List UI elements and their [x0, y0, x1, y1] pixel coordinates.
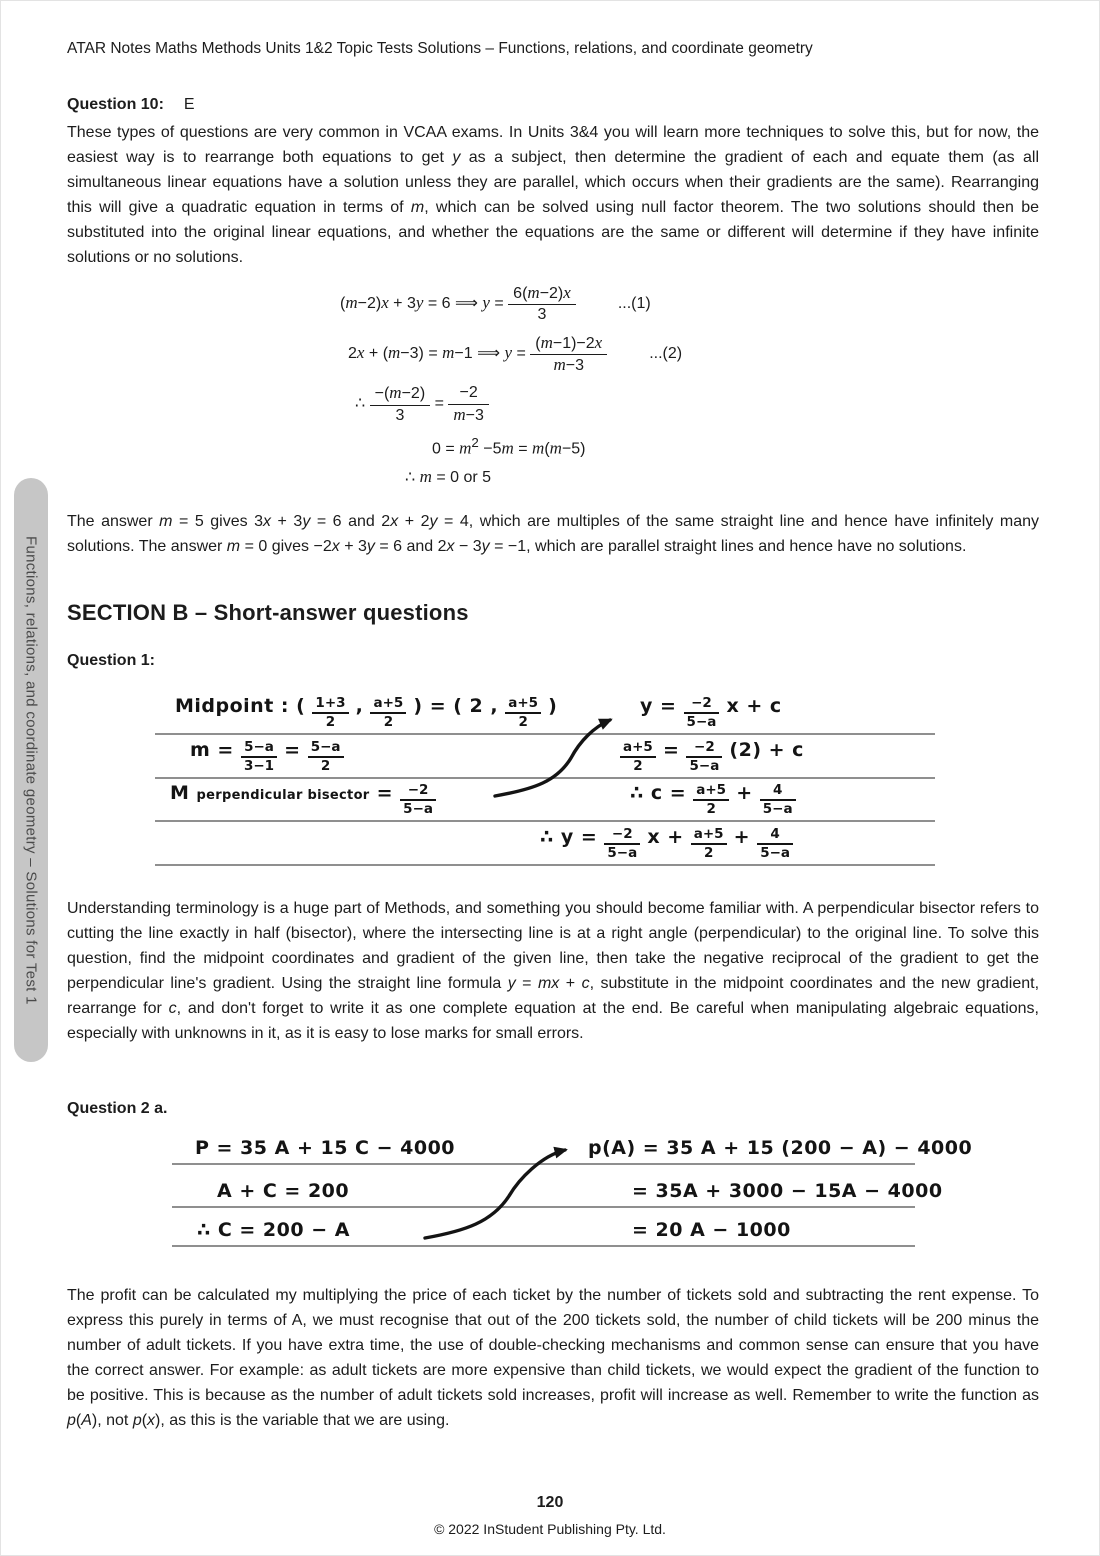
handwritten-child-eq: ∴ C = 200 − A — [197, 1219, 350, 1241]
question10-intro-paragraph: These types of questions are very common in VCAA exams. In Units 3&4 you will learn more techniques to solve this, but for now, the easiest way is to rearrange both equations to get y as a subject, then determine the gradient of each and equate them (as all simultaneous linear equations have a solution unless they are parallel, which occurs when their gradients are the same). Rearranging this will give a quadratic equation in terms of m, which can be solved using null factor theorem. The two solutions should then be substituted into the original linear equations, and whether the equations are the same or different will determine if they have infinite solutions or no solutions. — [67, 124, 1040, 266]
equation-2-expression: 2x + (m−3) = m−1 ⟹ y = $\frac{(m-1)-2x}{m-3}$ — [348, 345, 607, 362]
handwritten-line4: ∴ y = $\frac{-2}{5-a}$ x + $\frac{a+5}{2}$ + $\frac{4}{5-a}$ — [540, 826, 793, 861]
handwritten-result-eq: = 20 A − 1000 — [632, 1219, 791, 1241]
ruled-line — [172, 1163, 915, 1165]
question1-handwritten-work — [67, 686, 1039, 886]
question2a-handwritten-work — [67, 1118, 1039, 1268]
page-header: ATAR Notes Maths Methods Units 1&2 Topic Tests Solutions – Functions, relations, and coordinate geometry — [67, 40, 813, 57]
question1-label: Question 1: — [67, 652, 156, 669]
equation-line-5: ∴ m = 0 or 5 — [405, 467, 492, 487]
section-b-heading: SECTION B – Short-answer questions — [67, 600, 469, 625]
handwritten-line1: y = $\frac{-2}{5-a}$ x + c — [640, 694, 782, 730]
question1-explanation-paragraph: Understanding terminology is a huge part of Methods, and something you should become familiar with. A perpendicular bisector refers to cutting the line exactly in half (bisector), where the intersecting line is at a right angle (perpendicular) to the original line. To solve this question, find the midpoint coordinates and gradient of the given line, then take the negative reciprocal of the gradient to get the perpendicular line's gradient. Using the straight line formula y = mx + c, substitute in the midpoint coordinates and the new gradient, rearrange for c, and don't forget to write it as one complete equation at the end. Be careful when manipulating algebraic equations, especially with unknowns in it, as it is easy to lose marks for small errors. — [67, 900, 1040, 1042]
equation-line-4: $0 = m^2 -5m = m(m-5)$ — [432, 434, 586, 458]
ruled-line — [155, 733, 935, 735]
chapter-sidebar-label: Functions, relations, and coordinate geometry – Solutions for Test 1 — [22, 535, 40, 1005]
equation-line-3: ∴ $\frac{-(m-2)}{3}$ = $\frac{-2}{m-3}$ — [355, 383, 1039, 425]
handwritten-perp-gradient: M perpendicular bisector = $\frac{-2}{5-a}$ — [170, 782, 436, 817]
copyright-text: © 2022 InStudent Publishing Pty. Ltd. — [434, 1521, 666, 1537]
equation-line-2 — [348, 333, 1039, 376]
ruled-line — [155, 777, 935, 779]
ruled-line — [155, 864, 935, 866]
question2a-label: Question 2 a. — [67, 1100, 168, 1117]
ruled-line — [172, 1245, 915, 1247]
handwritten-line3: ∴ c = $\frac{a+5}{2}$ + $\frac{4}{5-a}$ — [630, 782, 796, 817]
question10-label-text: Question 10: — [67, 96, 164, 113]
handwritten-line2: $\frac{a+5}{2}$ = $\frac{-2}{5-a}$ (2) + c — [620, 739, 804, 774]
question10-label — [67, 96, 195, 114]
equation-1-expression: (m−2)x + 3y = 6 ⟹ y = $\frac{6(m-2)x}{3}$ — [340, 295, 576, 312]
handwritten-expand-eq: = 35A + 3000 − 15A − 4000 — [632, 1180, 943, 1202]
handwritten-midpoint: Midpoint : ( $\frac{1+3}{2}$ , $\frac{a+5}{2}$ ) = ( 2 , $\frac{a+5}{2}$ ) — [175, 694, 558, 730]
handwritten-total-eq: A + C = 200 — [217, 1180, 350, 1202]
ruled-line — [155, 820, 935, 822]
page-number: 120 — [536, 1494, 564, 1511]
handwritten-gradient: m = $\frac{5-a}{3-1}$ = $\frac{5-a}{2}$ — [190, 739, 344, 774]
equation-2-ref: ...(2) — [649, 345, 683, 363]
question10-conclusion-paragraph: The answer m = 5 gives 3x + 3y = 6 and 2x + 2y = 4, which are multiples of the same straight line and hence have infinitely many solutions. The answer m = 0 gives −2x + 3y = 6 and 2x − 3y = −1, which are parallel straight lines and hence have no solutions. — [67, 513, 1039, 555]
chapter-sidebar-tab — [14, 478, 48, 1062]
question10-answer: E — [183, 96, 195, 113]
ruled-line — [172, 1206, 915, 1208]
equation-line-1 — [340, 283, 1039, 325]
question2a-explanation-paragraph: The profit can be calculated my multiplying the price of each ticket by the number of tickets sold and subtracting the rent expense. To express this purely in terms of A, we must recognise that out of the 200 tickets sold, the number of child tickets will be 200 minus the number of adult tickets. If you have extra time, the use of double-checking mechanisms and common sense can ensure that you have the correct answer. For example: as adult tickets are more expensive than child tickets, we would expect the gradient of the function to be positive. This is because as the number of adult tickets sold increases, profit will increase as well. Remember to write the function as p(A), not p(x), as this is the variable that we are using. — [67, 1287, 1039, 1429]
equation-1-ref: ...(1) — [617, 295, 651, 313]
handwritten-substitute-eq: p(A) = 35 A + 15 (200 − A) − 4000 — [588, 1137, 973, 1159]
question10-equations — [67, 283, 1039, 487]
handwritten-profit-eq: P = 35 A + 15 C − 4000 — [195, 1137, 456, 1159]
